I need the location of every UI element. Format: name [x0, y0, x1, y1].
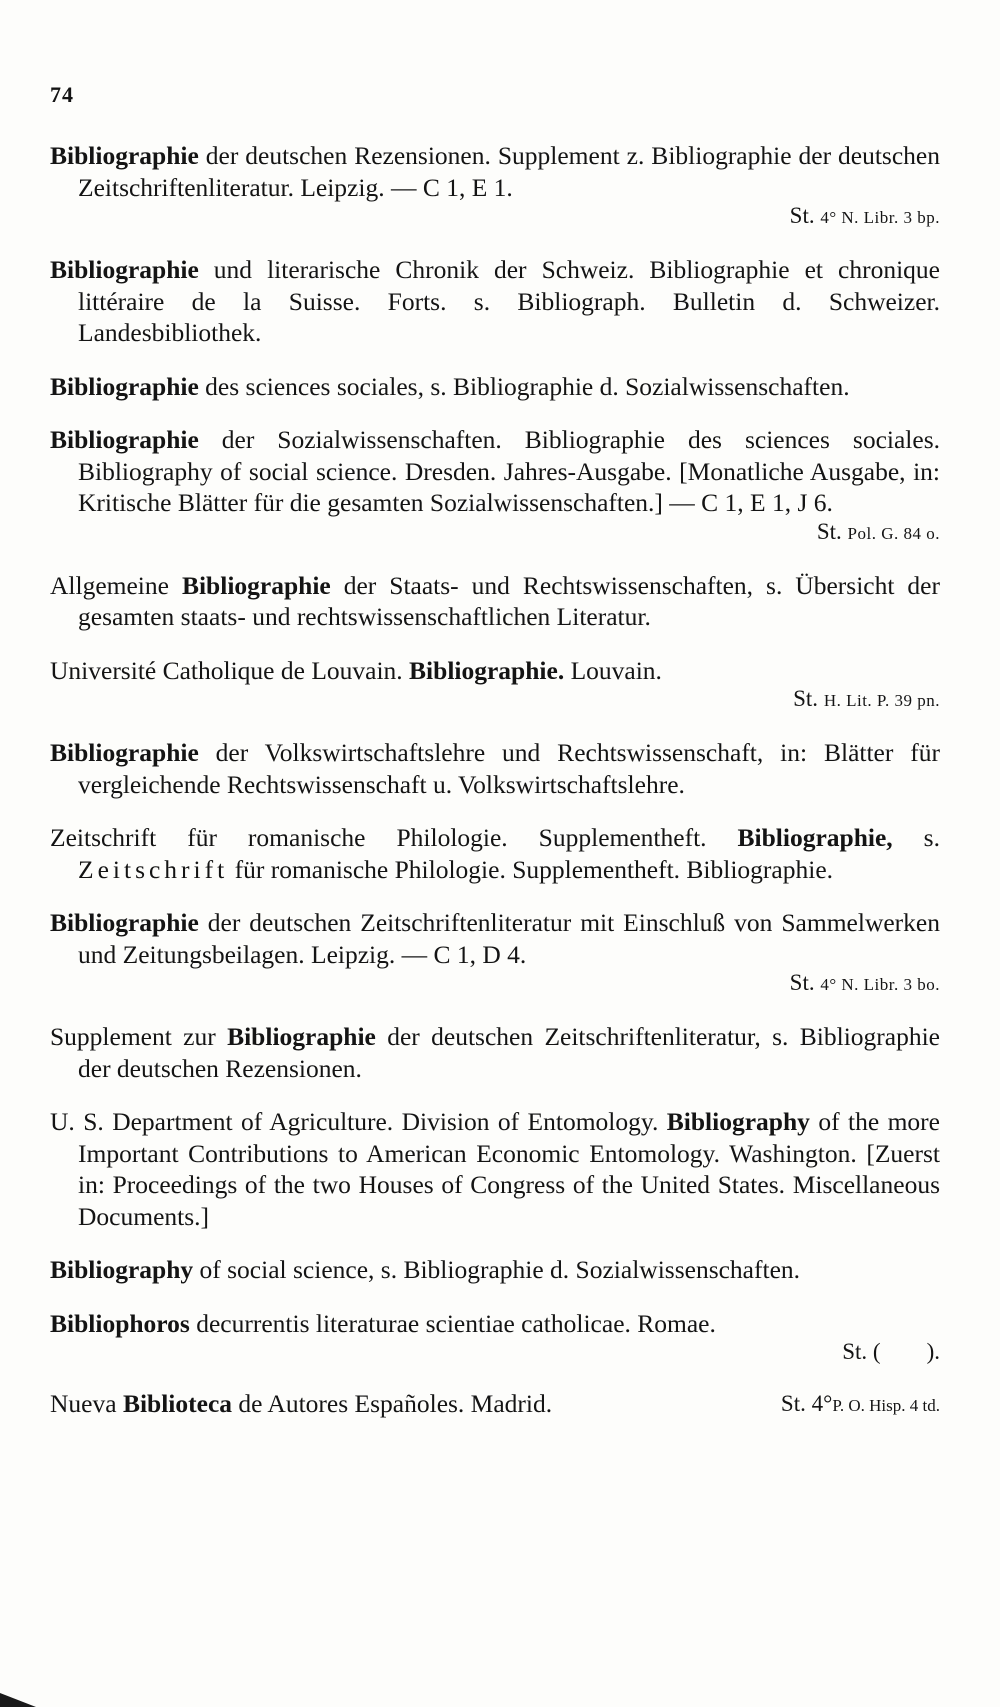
shelf-mark: St. 4° N. Libr. 3 bp.	[789, 203, 940, 228]
entry-heading: Bibliographie	[227, 1022, 376, 1051]
entry-13: Bibliophoros decurrentis literaturae scientiae catholicae. Romae. St. ( ).	[50, 1308, 940, 1364]
shelf-mark: St. Pol. G. 84 o.	[816, 518, 940, 544]
entry-11: U. S. Department of Agriculture. Division of Entomology. Bibliography of the more Important Contributions to American Economic Entomology. Washington. [Zuerst in: Proceedings of the two Houses of Congress of the United States. Miscellaneous Documents.]	[50, 1107, 940, 1231]
entry-heading: Bibliographie	[50, 255, 199, 284]
entry-12: Bibliography of social science, s. Bibliographie d. Sozialwissenschaften.	[50, 1255, 801, 1284]
entry-6: Université Catholique de Louvain. Bibliographie. Louvain. St. H. Lit. P. 39 pn.	[50, 655, 940, 716]
entry-3: Bibliographie des sciences sociales, s. Bibliographie d. Sozialwissenschaften.	[50, 371, 850, 401]
entry-heading: Bibliography	[666, 1107, 810, 1136]
entry-2: Bibliographie und literarische Chronik der Schweiz. Bibliographie et chronique littéraire de la Suisse. Forts. s. Bibliograph. Bulletin d. Schweizer. Landesbibliothek.	[50, 255, 940, 347]
entry-heading: Biblioteca	[122, 1389, 233, 1418]
entry-7: Bibliographie der Volkswirtschaftslehre und Rechtswissenschaft, in: Blätter für vergleichende Rechtswissenschaft u. Volkswirtschaftslehre.	[50, 738, 940, 799]
shelf-mark: St. 4° N. Libr. 3 bo.	[789, 970, 940, 995]
entry-10: Supplement zur Bibliographie der deutschen Zeitschriftenliteratur, s. Bibliographie der deutschen Rezensionen.	[50, 1022, 941, 1083]
entry-heading: Bibliographie	[50, 738, 199, 767]
entry-heading: Bibliographie	[50, 425, 199, 454]
entry-4: Bibliographie der Sozialwissenschaften. Bibliographie des sciences sociales. Bibliography of social science. Dresden. Jahres-Ausgabe. [Monatliche Ausgabe, in: Kritische Blätter für die gesamten Sozialwissenschaften.] — C 1, E 1, J 6. St. Pol. G. 84 o.	[50, 424, 940, 548]
entry-heading: Bibliographie	[50, 371, 199, 401]
entry-5: Allgemeine Bibliographie der Staats- und Rechtswissenschaften, s. Übersicht der gesamten staats- und rechtswissenschaftlichen Literatur.	[50, 570, 940, 631]
bibliography-entries	[50, 140, 940, 1442]
entry-heading: Bibliography	[50, 1255, 194, 1284]
entry-9: Bibliographie der deutschen Zeitschriftenliteratur mit Einschluß von Sammelwerken und Zeitungsbeilagen. Leipzig. — C 1, D 4. St. 4° N. Libr. 3 bo.	[50, 907, 940, 999]
entry-heading: Bibliographie	[181, 570, 331, 600]
entry-heading: Bibliographie,	[737, 823, 893, 852]
shelf-mark: St. 4°P. O. Hisp. 4 td.	[780, 1391, 940, 1416]
entry-8: Zeitschrift für romanische Philologie. Supplementheft. Bibliographie, s. Zeitschrift für romanische Philologie. Supplementheft. Bibliographie.	[50, 823, 940, 884]
shelf-mark: St. H. Lit. P. 39 pn.	[793, 686, 940, 711]
shelf-mark: St. ( ).	[842, 1339, 940, 1364]
entry-heading: Bibliographie	[50, 141, 199, 170]
page-number: 74	[50, 82, 74, 107]
entry-heading: Bibliographie	[50, 908, 199, 937]
entry-heading: Bibliophoros	[50, 1308, 190, 1338]
page-corner-mark	[0, 1693, 36, 1707]
entry-14: Nueva Biblioteca de Autores Españoles. Madrid. St. 4°P. O. Hisp. 4 td.	[50, 1388, 940, 1420]
entry-heading: Bibliographie.	[409, 655, 565, 685]
entry-1: Bibliographie der deutschen Rezensionen. Supplement z. Bibliographie der deutschen Zeitschriftenliteratur. Leipzig. — C 1, E 1. St. 4° N. Libr. 3 bp.	[50, 140, 940, 232]
